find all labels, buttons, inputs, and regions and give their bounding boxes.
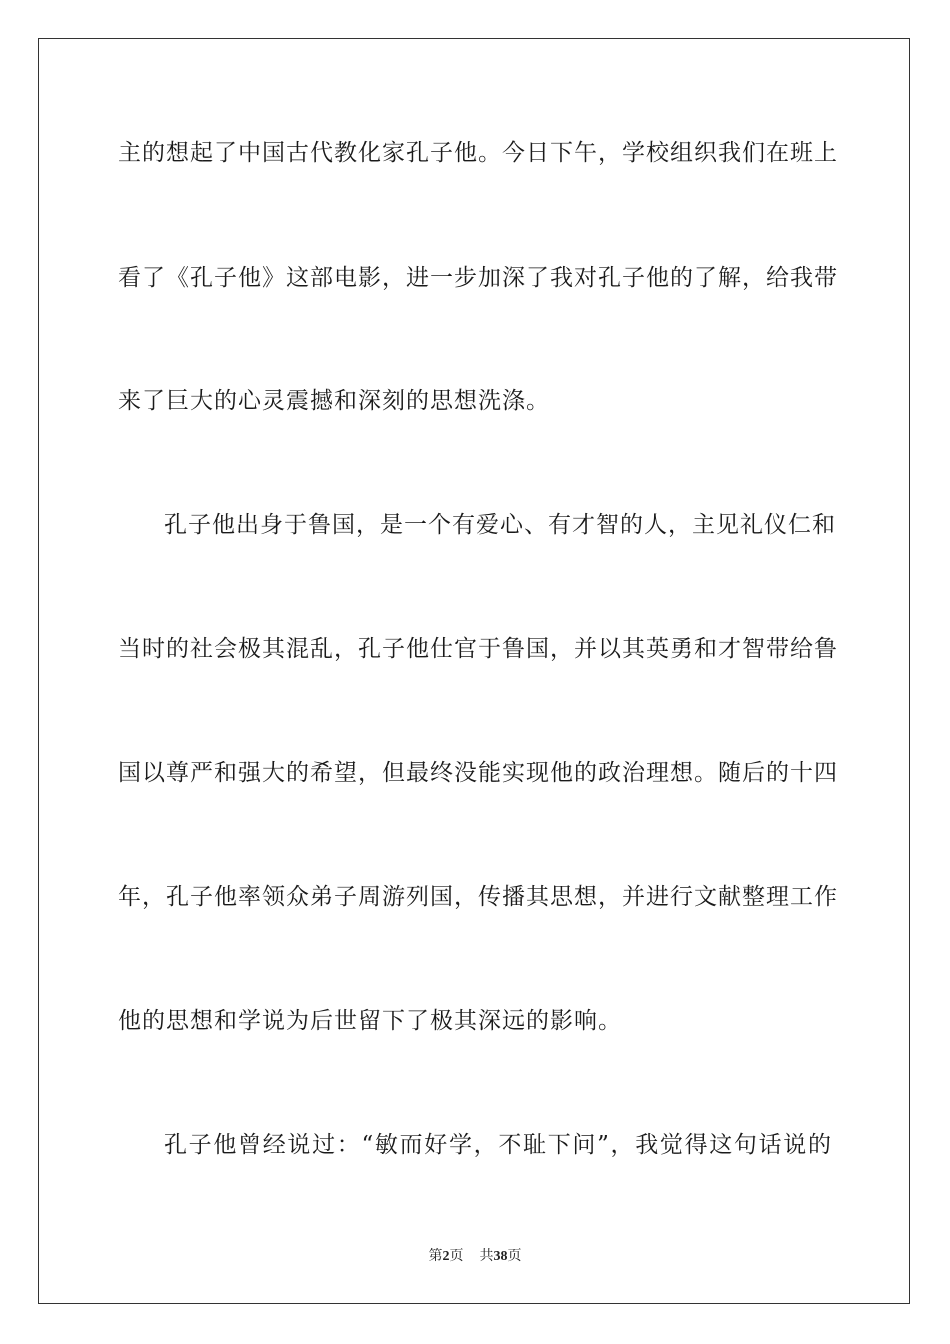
paragraph-2-line-1: 孔子他出身于鲁国，是一个有爱心、有才智的人，主见礼仪仁和	[164, 512, 836, 538]
text-line-1: 主的想起了中国古代教化家孔子他。今日下午，学校组织我们在班上	[118, 140, 838, 166]
text-line-2: 看了《孔子他》这部电影，进一步加深了我对孔子他的了解，给我带	[118, 265, 838, 291]
total-pages: 38	[493, 1249, 508, 1264]
total-suffix: 页	[507, 1248, 522, 1264]
text-line-8: 他的思想和学说为后世留下了极其深远的影响。	[118, 1008, 622, 1034]
page-suffix: 页	[449, 1248, 464, 1264]
text-line-5: 当时的社会极其混乱，孔子他仕官于鲁国，并以其英勇和才智带给鲁	[118, 636, 838, 662]
page-footer	[0, 1247, 950, 1266]
paragraph-3-line-1: 孔子他曾经说过：“敏而好学，不耻下问”，我觉得这句话说的	[164, 1132, 832, 1158]
page-number: 2	[442, 1249, 450, 1264]
page-border	[38, 38, 910, 1304]
total-prefix: 共	[479, 1248, 494, 1264]
text-line-6: 国以尊严和强大的希望，但最终没能实现他的政治理想。随后的十四	[118, 760, 838, 786]
page-prefix: 第	[428, 1248, 443, 1264]
text-line-7: 年，孔子他率领众弟子周游列国，传播其思想，并进行文献整理工作	[118, 884, 838, 910]
text-line-3: 来了巨大的心灵震撼和深刻的思想洗涤。	[118, 388, 550, 414]
